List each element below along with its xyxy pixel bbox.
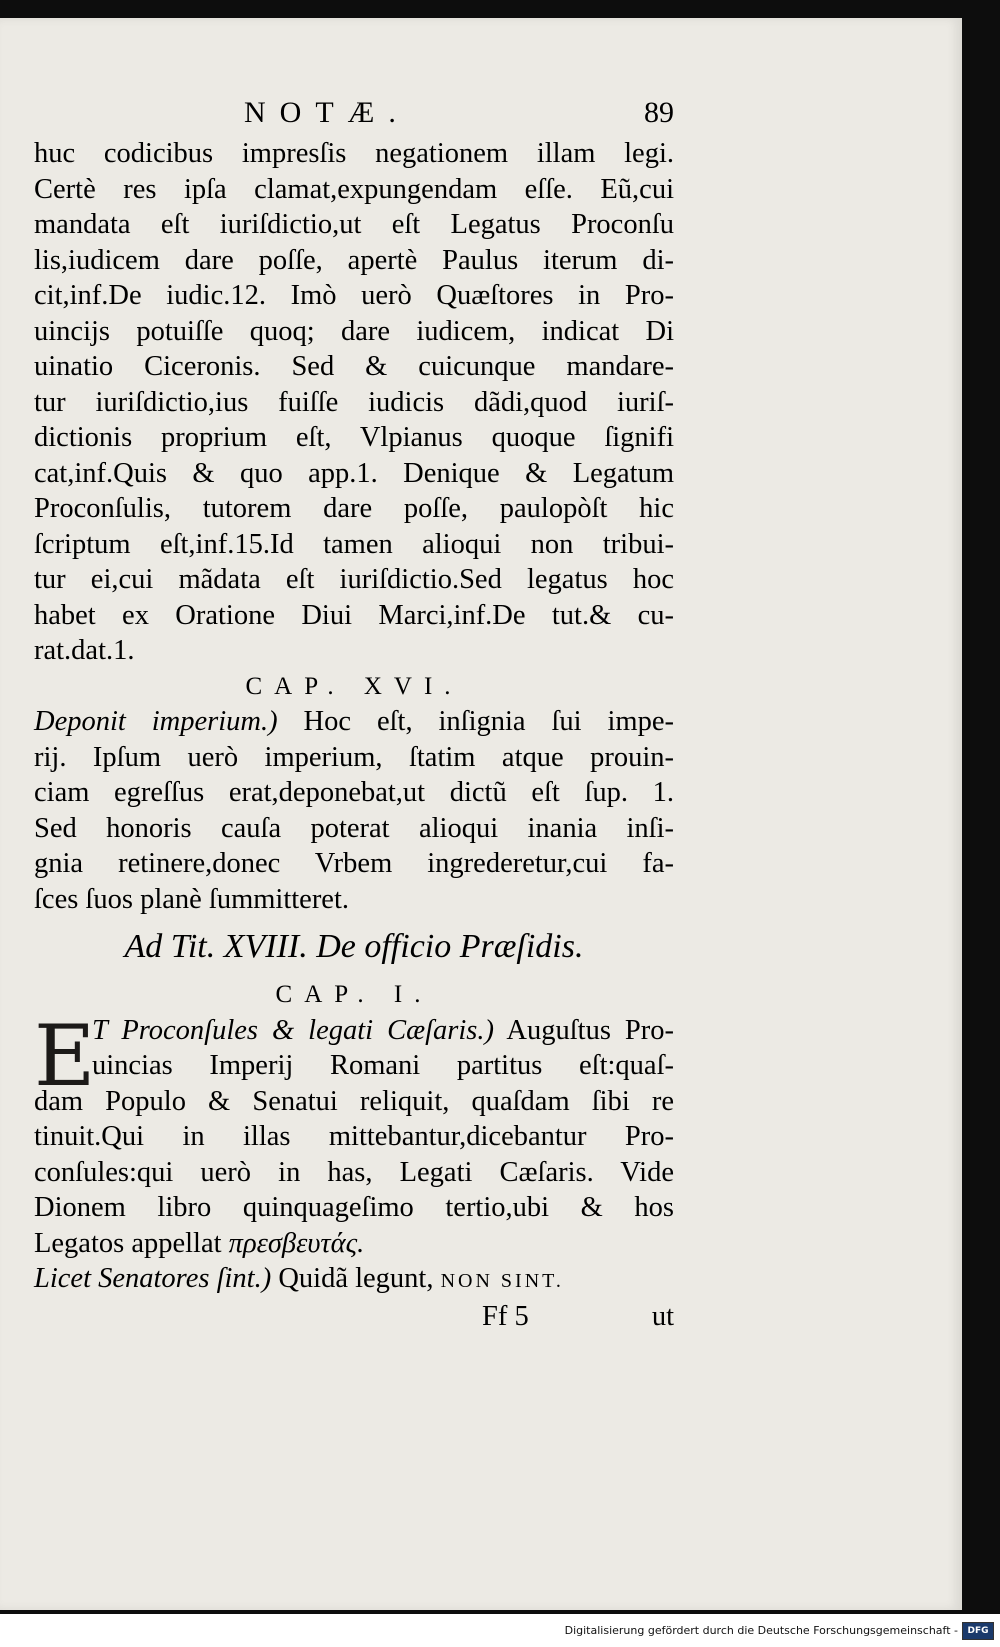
dfg-logo: DFG xyxy=(962,1622,994,1640)
text-line xyxy=(34,1013,674,1049)
running-head xyxy=(34,96,674,140)
text-line: ſces ſuos planè ſummitteret. xyxy=(34,883,350,915)
text-line xyxy=(34,1226,674,1262)
page-number: 89 xyxy=(644,96,674,129)
text-line: Certè res ipſa clamat,expungendam eſſe. Eũ,cui xyxy=(34,173,674,205)
text-span: Hoc eſt, inſignia ſui impe- xyxy=(303,706,674,737)
text-line: conſules:qui uerò in has, Legati Cæſaris. Vide xyxy=(34,1156,674,1188)
text-line: Dionem libro quinquageſimo tertio,ubi & hos xyxy=(34,1192,674,1223)
text-line: cat,inf.Quis & quo app.1. Denique & Legatum xyxy=(34,457,674,489)
text-line: Proconſulis, tutorem dare poſſe, paulopòſt hic xyxy=(34,493,674,524)
text-line xyxy=(34,1261,674,1297)
text-line: rat.dat.1. xyxy=(34,635,135,666)
text-span: Quidã legunt, xyxy=(278,1263,434,1294)
text-line xyxy=(34,704,674,740)
text-line: uincias Imperij Romani partitus eſt:quaſ- xyxy=(92,1050,674,1081)
chapter-heading: CAP. I. xyxy=(275,981,433,1008)
page-foot xyxy=(34,1297,674,1337)
text-line: tur ei,cui mãdata eſt iuriſdictio.Sed legatus hoc xyxy=(34,564,674,595)
text-line: dam Populo & Senatui reliquit, quaſdam ſibi re xyxy=(34,1085,674,1117)
text-span: Legatos appellat xyxy=(34,1227,222,1259)
text-line: uinatio Ciceronis. Sed & cuicunque mandare- xyxy=(34,351,674,382)
text-line: cit,inf.De iudic.12. Imò uerò Quæſtores in Pro- xyxy=(34,280,674,311)
text-line: huc codicibus impresſis negationem illam legi. xyxy=(34,138,674,169)
digitization-footer xyxy=(0,1614,1000,1647)
drop-cap-initial: E xyxy=(34,1006,96,1105)
catchword: ut xyxy=(651,1300,674,1332)
page-text xyxy=(34,136,674,1337)
text-line: ciam egreſſus erat,deponebat,ut dictũ eſt ſup. 1. xyxy=(34,777,674,808)
text-line: mandata eſt iuriſdictio,ut eſt Legatus Proconſu xyxy=(34,209,674,240)
greek-word: πρεσβευτάς. xyxy=(228,1227,365,1259)
lemma: T Proconſules & legati Cæſaris.) xyxy=(92,1014,494,1046)
chapter-heading: CAP. XVI. xyxy=(245,672,463,700)
lemma: Licet Senatores ſint.) xyxy=(34,1263,272,1294)
signature-mark: Ff 5 xyxy=(482,1300,529,1332)
text-line: lis,iudicem dare poſſe, apertè Paulus iterum di- xyxy=(34,244,674,276)
funding-credit: Digitalisierung gefördert durch die Deutsche Forschungsgemeinschaft - xyxy=(564,1624,958,1637)
text-line: dictionis proprium eſt, Vlpianus quoque ſignifi xyxy=(34,422,674,453)
lemma: Deponit imperium.) xyxy=(34,706,278,737)
text-line: gnia retinere,donec Vrbem ingrederetur,cui fa- xyxy=(34,848,674,879)
text-line: habet ex Oratione Diui Marci,inf.De tut.& cu- xyxy=(34,599,674,631)
small-caps-text: NON SINT. xyxy=(440,1270,564,1292)
text-span: Auguſtus Pro- xyxy=(506,1014,675,1046)
text-line: ſcriptum eſt,inf.15.Id tamen alioqui non tribui- xyxy=(34,528,674,560)
text-line: Sed honoris cauſa poterat alioqui inania inſi- xyxy=(34,812,674,844)
text-line: rij. Ipſum uerò imperium, ſtatim atque prouin- xyxy=(34,741,674,773)
running-head-title: NOTÆ. xyxy=(244,96,410,129)
text-line: uincijs potuiſſe quoq; dare iudicem, indicat Di xyxy=(34,315,674,347)
text-line: tinuit.Qui in illas mittebantur,dicebantur Pro- xyxy=(34,1121,674,1152)
section-title: Ad Tit. XVIII. De officio Præſidis. xyxy=(124,928,584,965)
text-line: tur iuriſdictio,ius fuiſſe iudicis dãdi,quod iuriſ- xyxy=(34,386,674,418)
